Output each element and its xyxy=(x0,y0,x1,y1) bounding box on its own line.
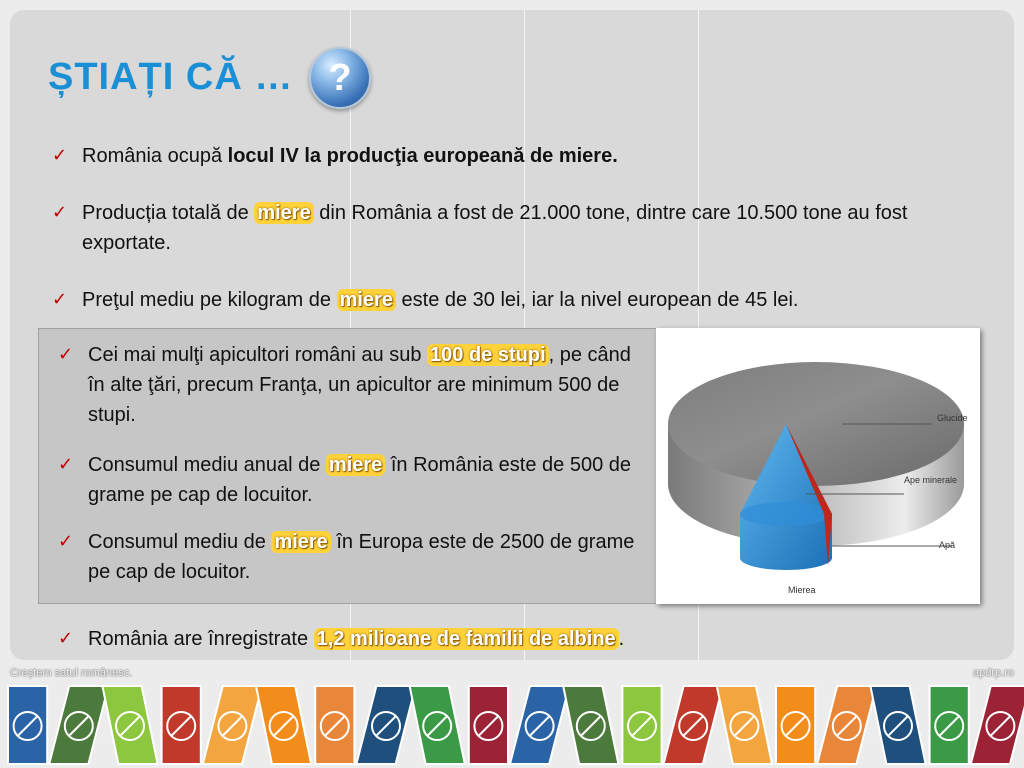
highlight-term: 1,2 milioane de familii de albine xyxy=(314,628,619,650)
bullet-text xyxy=(58,527,648,587)
text-segment: . xyxy=(618,628,625,650)
highlight-term: miere xyxy=(271,531,330,553)
footer-slogan: Creștem satul românesc. xyxy=(10,667,133,679)
blue-slice-ring xyxy=(740,502,832,526)
highlight-term: miere xyxy=(326,454,385,476)
check-icon: ✓ xyxy=(58,344,74,365)
wheat-icon xyxy=(256,686,311,764)
bullet-text xyxy=(58,340,648,430)
tools-icon xyxy=(622,686,661,764)
text-segment: Cei mai mulţi apicultori români au sub xyxy=(88,344,428,366)
bold-text: locul IV la producţia europeană de miere. xyxy=(227,145,618,167)
grain-icon xyxy=(971,686,1024,764)
bullet-text xyxy=(58,450,648,510)
pie-chart-svg xyxy=(656,328,980,604)
text-segment: Consumul mediu anual de xyxy=(88,454,326,476)
farmhouse-icon xyxy=(49,686,108,764)
panel-bullet-item xyxy=(58,340,648,430)
text-segment: România ocupă xyxy=(82,145,228,167)
bullet-item xyxy=(52,141,972,171)
wheat-icon xyxy=(776,686,815,764)
text-segment: Preţul mediu pe kilogram de xyxy=(82,289,337,311)
bullet-text xyxy=(52,285,972,315)
windmill-icon xyxy=(315,686,354,764)
tractor-icon xyxy=(8,686,47,764)
text-segment: în România este de 500 de grame pe cap de locuitor. xyxy=(88,454,632,506)
hay-bale-icon xyxy=(203,686,262,764)
text-segment: , pe când în alte ţări, precum Franţa, un apicultor are minimum 500 de stupi. xyxy=(88,344,631,426)
check-icon: ✓ xyxy=(58,531,74,552)
bullet-text xyxy=(52,141,972,171)
farmhouse-icon xyxy=(563,686,618,764)
text-segment: România are înregistrate xyxy=(88,628,314,650)
lawnmower-icon xyxy=(410,686,465,764)
panel-bullet-item xyxy=(58,450,648,510)
text-segment: din România a fost de 21.000 tone, dintre care 10.500 tone au fost exportate. xyxy=(82,202,908,254)
footer-website: apdrp.ro xyxy=(973,667,1014,679)
bullet-item xyxy=(52,198,972,258)
check-icon: ✓ xyxy=(52,289,68,310)
question-icon: ? xyxy=(309,47,371,109)
rake-icon xyxy=(870,686,925,764)
text-segment: în Europa este de 2500 de grame pe cap de locuitor. xyxy=(88,531,635,583)
tractor-icon xyxy=(510,686,569,764)
grain-icon xyxy=(469,686,508,764)
panel-bullet-item xyxy=(58,527,648,587)
hay-bale-icon xyxy=(717,686,772,764)
label-apa: Apă xyxy=(939,540,956,550)
horseshoe-icon xyxy=(664,686,723,764)
bullet-item xyxy=(52,285,972,315)
horseshoe-icon xyxy=(162,686,201,764)
bullet-text xyxy=(58,624,978,654)
rake-icon xyxy=(356,686,415,764)
text-segment: Producția totală de xyxy=(82,202,255,224)
label-ape-minerale: Ape minerale xyxy=(904,475,958,485)
highlight-term: miere xyxy=(254,202,313,224)
highlight-term: 100 de stupi xyxy=(427,344,549,366)
lawnmower-icon xyxy=(930,686,969,764)
highlight-term: miere xyxy=(337,289,396,311)
text-segment: Consumul mediu de xyxy=(88,531,272,553)
chart-title: Mierea xyxy=(788,585,816,595)
text-segment: este de 30 lei, iar la nivel european de 45 lei. xyxy=(395,289,799,311)
tools-icon xyxy=(102,686,157,764)
honey-composition-chart xyxy=(656,328,980,604)
bullet-item xyxy=(58,624,978,654)
check-icon: ✓ xyxy=(52,145,68,166)
label-glucide: Glucide xyxy=(937,413,968,423)
windmill-icon xyxy=(817,686,876,764)
check-icon: ✓ xyxy=(52,202,68,223)
slide-title: ȘTIAȚI CĂ … xyxy=(48,56,294,98)
check-icon: ✓ xyxy=(58,628,74,649)
icon-strip xyxy=(0,682,1024,768)
bullet-text xyxy=(52,198,972,258)
check-icon: ✓ xyxy=(58,454,74,475)
